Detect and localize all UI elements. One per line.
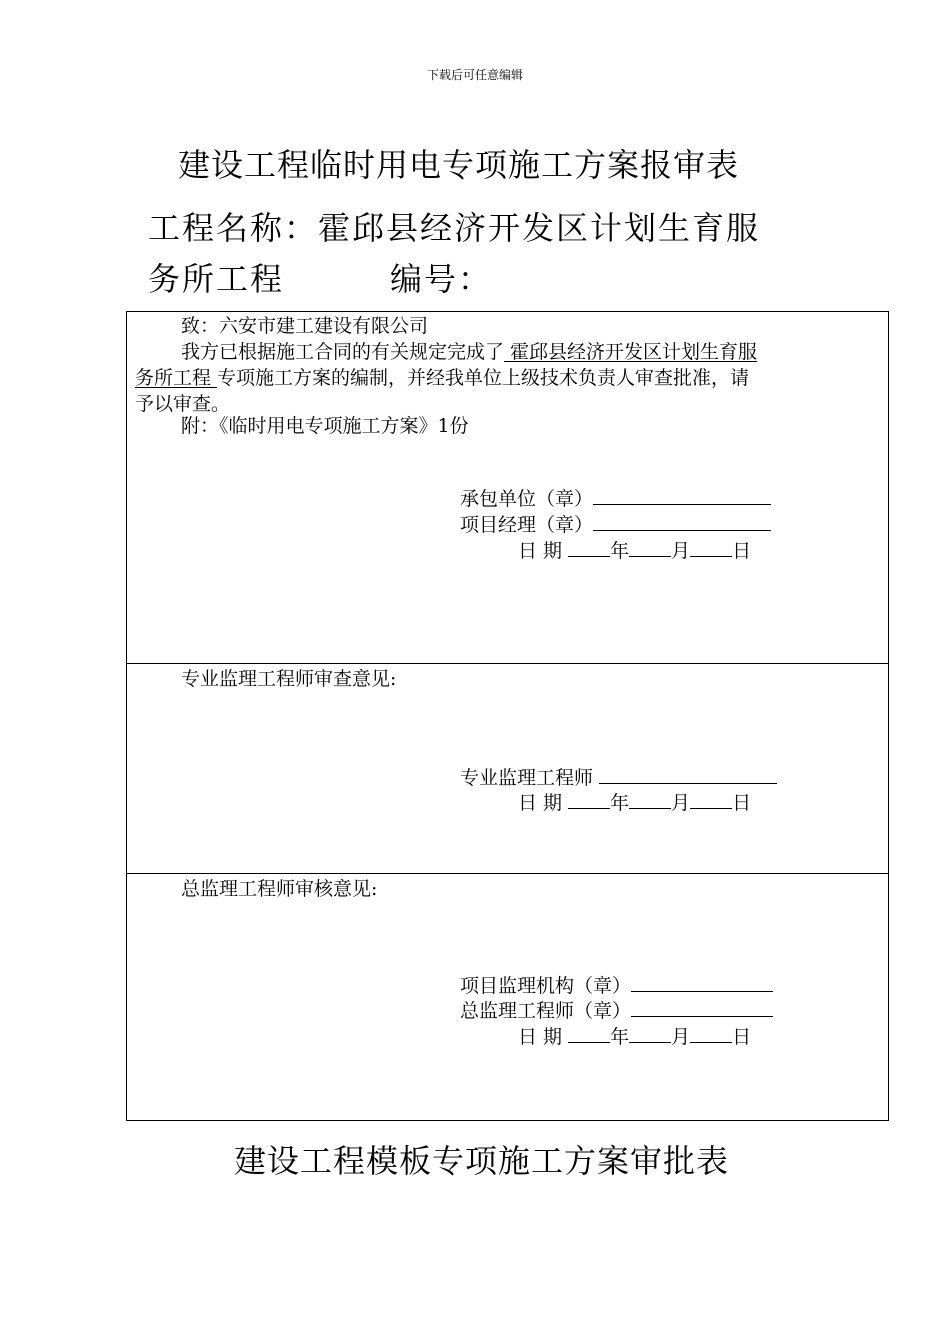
specialist-review-heading: 专业监理工程师审查意见: [181,668,397,690]
month-field[interactable] [629,538,671,557]
day-label: 日 [732,1026,752,1048]
addressee: 致：六安市建工建设有限公司 [181,315,429,337]
year-label: 年 [610,1026,630,1048]
manager-sign-row [460,512,771,538]
day-field[interactable] [690,790,732,809]
chief-sign-line[interactable] [631,998,773,1017]
day-label: 日 [732,540,752,562]
project-name-line2: 务所工程 [148,260,285,298]
year-field[interactable] [568,790,610,809]
statement-line3: 予以审查。 [135,393,231,415]
agency-label: 项目监理机构（章） [460,975,632,997]
statement-line2 [135,365,749,391]
project-fill-1: 霍邱县经济开发区计划生育服 [504,341,758,363]
engineer-sign-line[interactable] [599,765,777,784]
contractor-sign-row [460,486,771,512]
project-name-line1: 工程名称：霍邱县经济开发区计划生育服 [148,209,761,247]
contractor-section [127,312,888,664]
month-field[interactable] [629,790,671,809]
date-label: 日 期 [518,1026,563,1048]
contractor-label: 承包单位（章） [460,488,594,510]
manager-sign-line[interactable] [593,512,771,531]
month-label: 月 [671,540,691,562]
engineer-label: 专业监理工程师 [460,767,594,789]
day-field[interactable] [690,538,732,557]
statement-text-2: 专项施工方案的编制，并经我单位上级技术负责人审查批准，请 [217,367,750,389]
day-field[interactable] [690,1024,732,1043]
month-field[interactable] [629,1024,671,1043]
year-field[interactable] [568,538,610,557]
statement-line1 [181,339,757,365]
submission-form-table [126,311,889,1121]
contractor-sign-line[interactable] [593,486,771,505]
year-field[interactable] [568,1024,610,1043]
chief-review-heading: 总监理工程师审核意见: [181,878,378,900]
chief-review-section [127,874,888,1120]
attachment-note: 附：《临时用电专项施工方案》1份 [181,415,469,437]
engineer-sign-row [460,765,777,791]
date-row-2 [518,790,751,816]
project-fill-2: 务所工程 [135,367,218,389]
header-note: 下载后可任意编辑 [426,68,523,82]
date-row-1 [518,538,751,564]
next-form-title: 建设工程模板专项施工方案审批表 [234,1142,730,1180]
date-label: 日 期 [518,540,563,562]
specialist-review-section [127,664,888,874]
chief-label: 总监理工程师（章） [460,1000,632,1022]
date-label: 日 期 [518,792,563,814]
agency-sign-line[interactable] [631,973,773,992]
month-label: 月 [671,1026,691,1048]
statement-text: 我方已根据施工合同的有关规定完成了 [181,341,505,363]
chief-sign-row [460,998,773,1024]
year-label: 年 [610,792,630,814]
year-label: 年 [610,540,630,562]
month-label: 月 [671,792,691,814]
agency-sign-row [460,973,773,999]
project-number-label: 编号： [390,260,493,298]
day-label: 日 [732,792,752,814]
form-title: 建设工程临时用电专项施工方案报审表 [178,146,740,184]
manager-label: 项目经理（章） [460,514,594,536]
date-row-3 [518,1024,751,1050]
